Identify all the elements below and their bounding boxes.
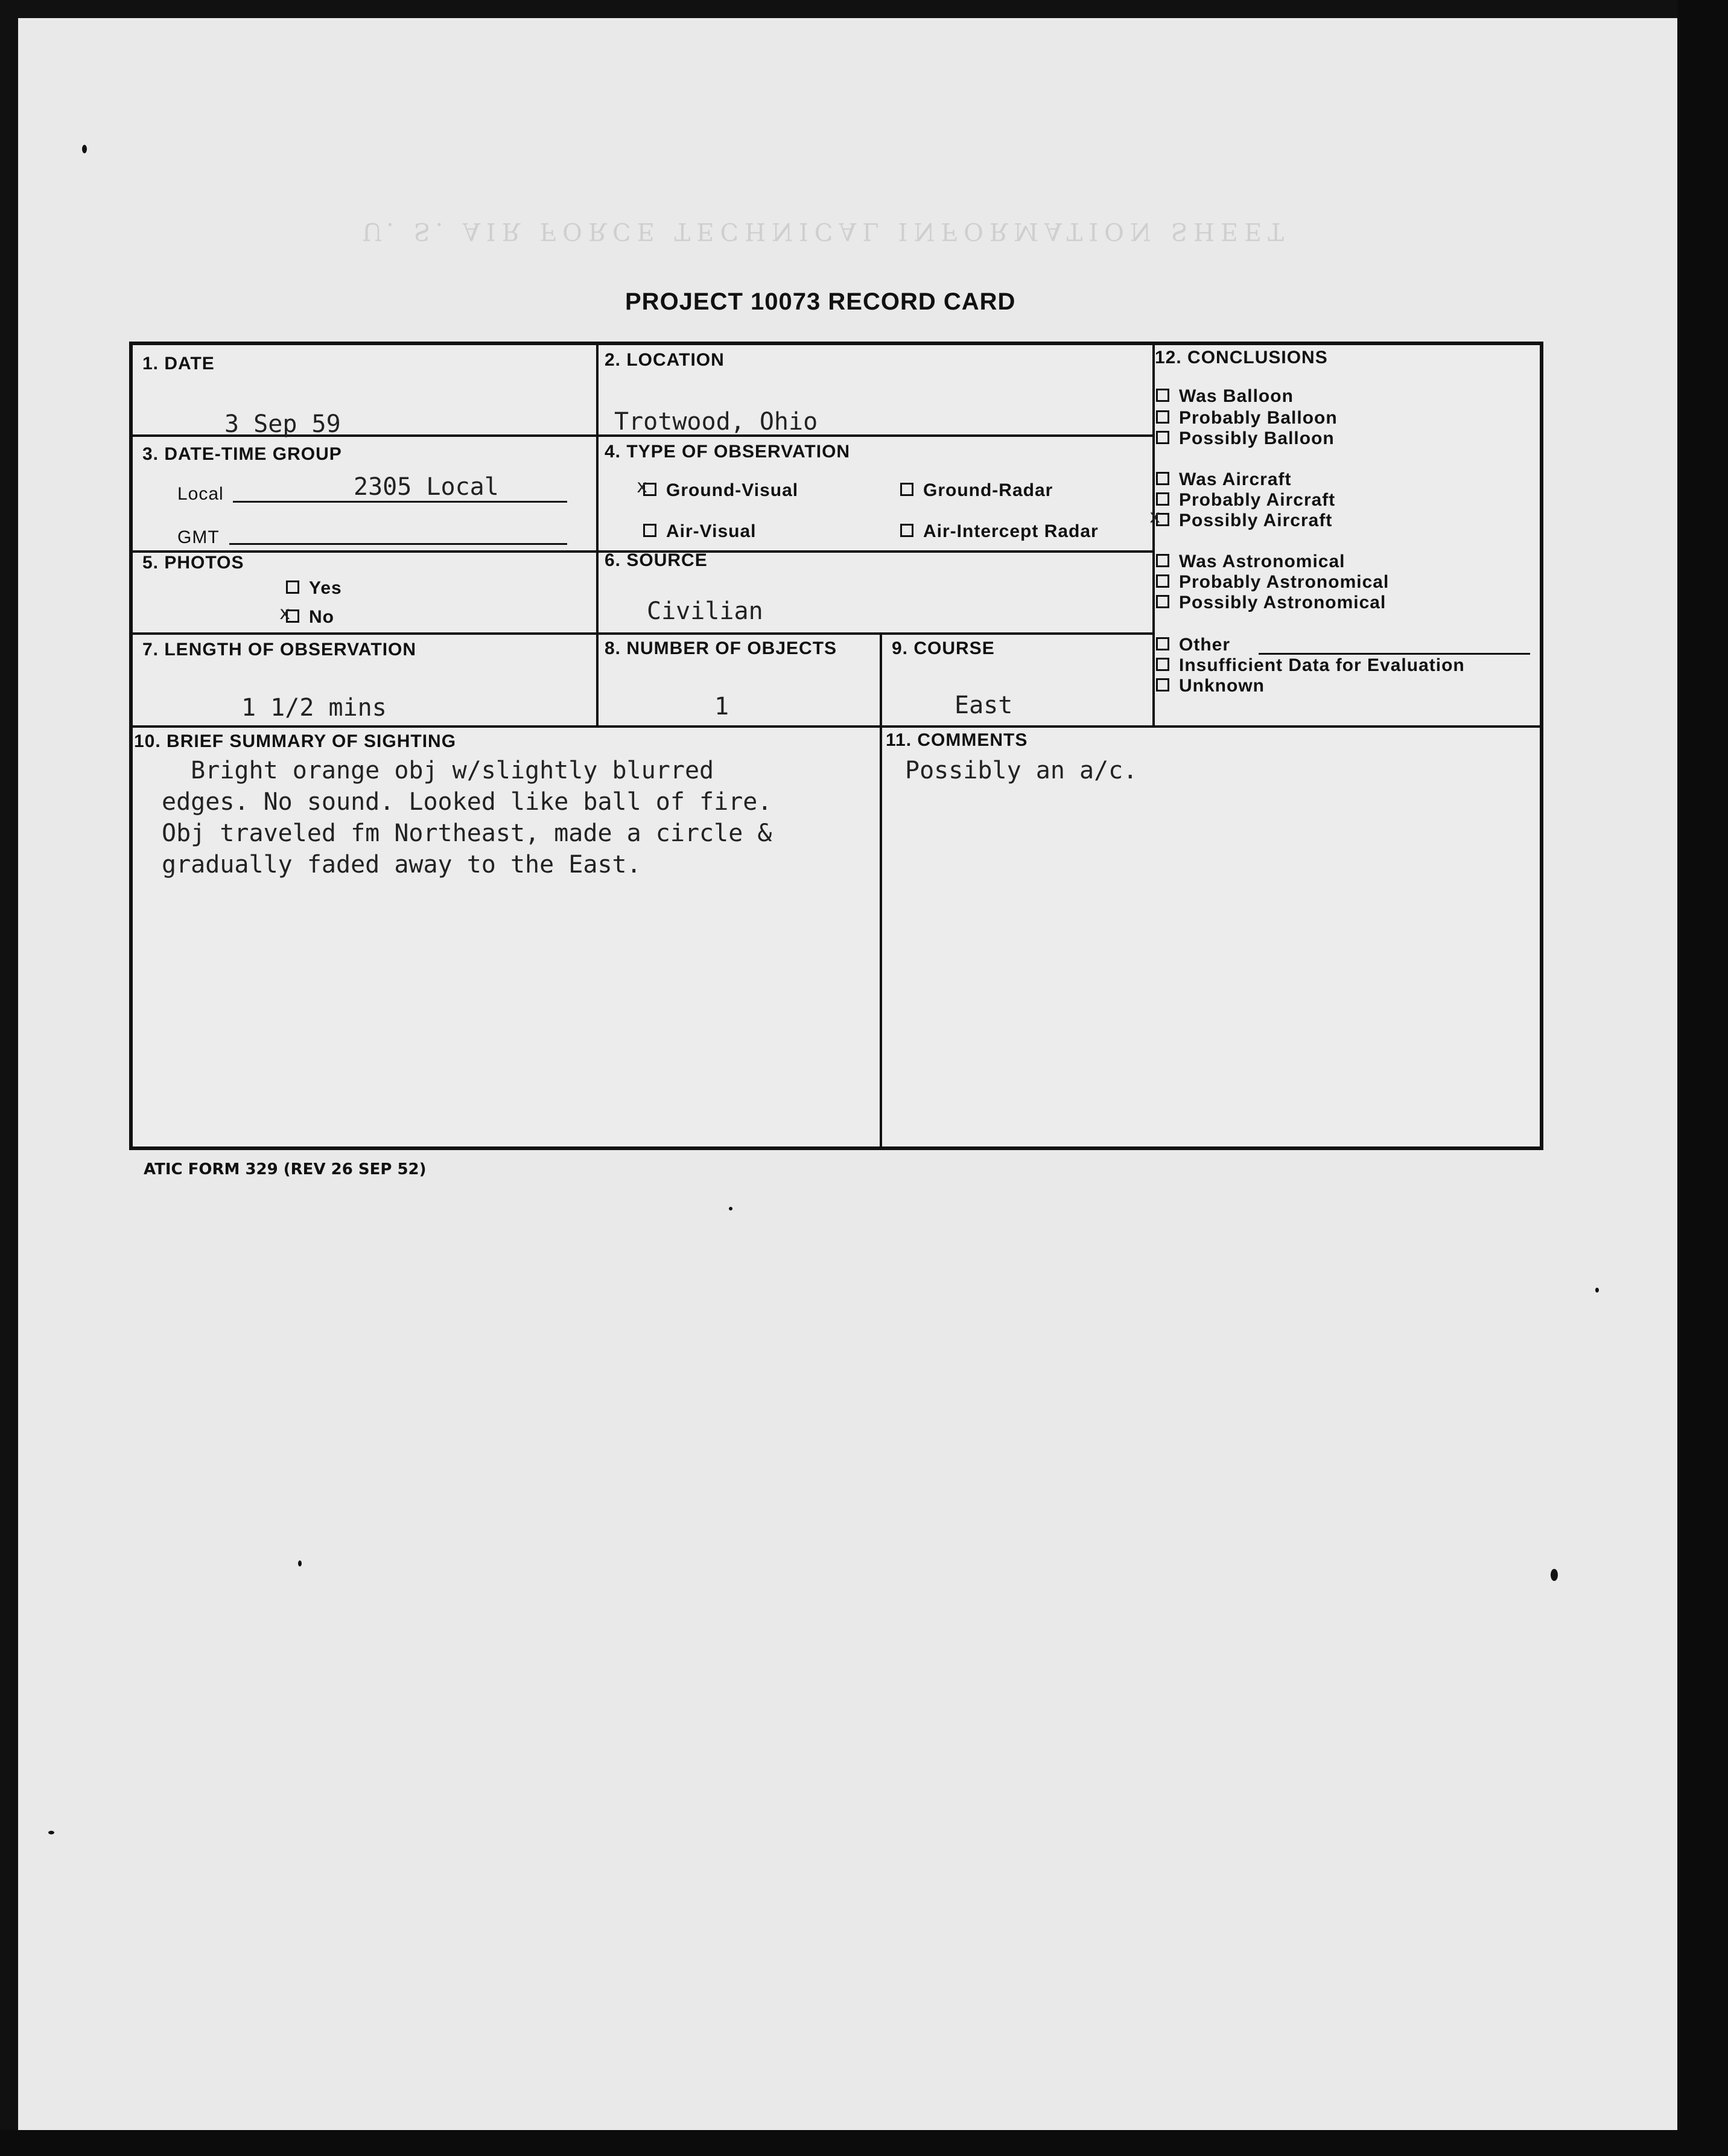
location-value: Trotwood, Ohio [614,408,818,436]
date-time-group-label: 3. DATE-TIME GROUP [142,444,342,464]
summary-line: gradually faded away to the East. [162,851,641,879]
course-value: East [955,692,1013,719]
option-photos-no: xNo [286,607,334,628]
comments-label: 11. COMMENTS [886,730,1028,750]
checkbox-checked-icon [643,483,656,496]
source-value: Civilian [647,597,763,625]
checkbox-icon [1156,637,1169,650]
scan-speck [298,1560,302,1566]
checkbox-icon [1156,678,1169,692]
local-label: Local [177,484,224,504]
scan-speck [48,1831,54,1834]
gmt-label: GMT [177,527,220,547]
date-value: 3 Sep 59 [224,410,341,438]
checkbox-icon [286,580,299,594]
number-of-objects-label: 8. NUMBER OF OBJECTS [605,638,837,658]
bleed-through-heading: U. S. AIR FORCE TECHNICAL INFORMATION SHEET [362,217,1290,245]
conclusion-insufficient-data: Insufficient Data for Evaluation [1156,655,1465,676]
checkbox-icon [1156,658,1169,671]
checkbox-checked-icon [1156,513,1169,526]
checkbox-icon [900,524,913,537]
date-label: 1. DATE [142,354,215,374]
conclusion-probably-balloon: Probably Balloon [1156,408,1338,428]
conclusion-was-balloon: Was Balloon [1156,386,1294,407]
length-of-observation-label: 7. LENGTH OF OBSERVATION [142,640,417,660]
conclusion-probably-aircraft: Probably Aircraft [1156,490,1335,510]
scan-edge-bottom [0,2130,1728,2156]
conclusion-probably-astronomical: Probably Astronomical [1156,572,1389,593]
scan-speck [82,145,87,153]
option-air-visual: Air-Visual [643,521,757,542]
form-footer: ATIC FORM 329 (REV 26 SEP 52) [144,1160,427,1178]
conclusion-other: Other [1156,635,1230,655]
conclusion-possibly-astronomical: Possibly Astronomical [1156,593,1386,613]
checkbox-icon [1156,492,1169,506]
type-of-observation-label: 4. TYPE OF OBSERVATION [605,442,851,462]
checkbox-checked-icon [286,609,299,623]
checkbox-icon [1156,554,1169,567]
scan-speck [1595,1288,1599,1293]
checkbox-icon [900,483,913,496]
conclusion-was-astronomical: Was Astronomical [1156,552,1345,572]
conclusion-unknown: Unknown [1156,676,1265,696]
conclusion-possibly-aircraft: xPossibly Aircraft [1156,510,1332,531]
number-value: 1 [714,693,729,720]
photos-label: 5. PHOTOS [142,553,244,573]
checkbox-icon [1156,574,1169,588]
checkbox-icon [1156,431,1169,444]
scan-speck [1551,1569,1558,1581]
conclusions-label: 12. CONCLUSIONS [1155,348,1328,367]
location-label: 2. LOCATION [605,350,725,370]
conclusion-was-aircraft: Was Aircraft [1156,469,1292,490]
option-photos-yes: Yes [286,578,342,599]
summary-label: 10. BRIEF SUMMARY OF SIGHTING [134,731,457,751]
option-ground-radar: Ground-Radar [900,480,1053,501]
option-air-intercept-radar: Air-Intercept Radar [900,521,1099,542]
summary-line: Obj traveled fm Northeast, made a circle & [162,819,772,847]
course-label: 9. COURSE [892,638,995,658]
length-value: 1 1/2 mins [241,694,387,722]
checkbox-icon [1156,389,1169,402]
conclusion-possibly-balloon: Possibly Balloon [1156,428,1335,449]
comments-value: Possibly an a/c. [905,757,1138,784]
checkbox-icon [1156,472,1169,485]
source-label: 6. SOURCE [605,550,708,570]
card-title: PROJECT 10073 RECORD CARD [625,288,1016,315]
scan-speck [729,1207,732,1210]
summary-line: Bright orange obj w/slightly blurred [162,757,714,784]
local-time-value: 2305 Local [354,473,499,501]
option-ground-visual: xGround-Visual [643,480,798,501]
scan-edge-right [1677,0,1728,2156]
checkbox-icon [1156,595,1169,608]
checkbox-icon [643,524,656,537]
checkbox-icon [1156,410,1169,424]
summary-line: edges. No sound. Looked like ball of fire. [162,788,772,816]
